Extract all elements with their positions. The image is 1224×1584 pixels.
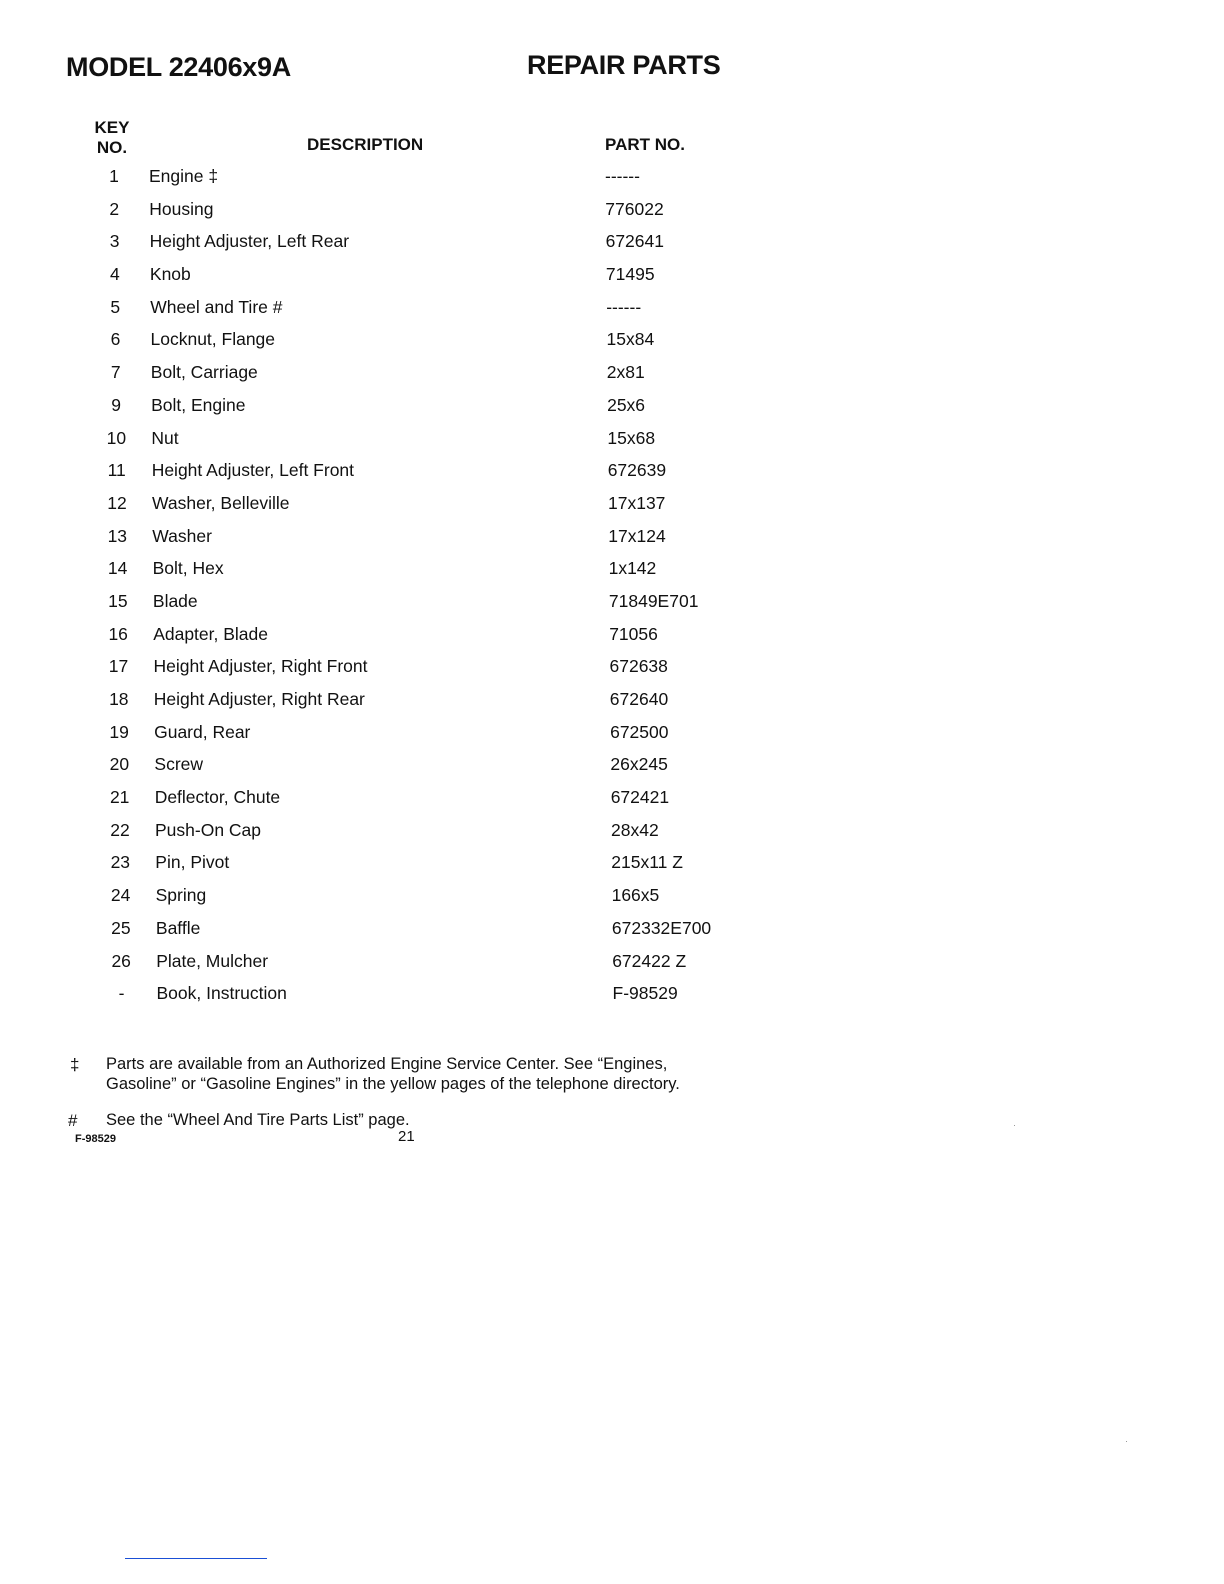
part-key-number: 15 xyxy=(108,590,128,611)
footnote-engine-line1: Parts are available from an Authorized Engine Service Center. See “Engines, xyxy=(106,1055,668,1073)
part-number: 26x245 xyxy=(610,754,668,775)
scan-speck xyxy=(1014,1125,1015,1126)
document-code: F-98529 xyxy=(75,1133,116,1145)
part-number: 166x5 xyxy=(611,885,660,906)
part-number: 71849E701 xyxy=(608,590,699,611)
part-row xyxy=(0,814,1224,847)
description-header: DESCRIPTION xyxy=(307,135,424,154)
part-row xyxy=(0,846,1224,879)
part-row xyxy=(0,585,1224,618)
footnote-wheel-text: See the “Wheel And Tire Parts List” page. xyxy=(106,1111,410,1129)
part-row xyxy=(0,748,1224,781)
part-number: 2x81 xyxy=(606,362,645,383)
hash-symbol: # xyxy=(68,1111,78,1130)
part-row xyxy=(0,193,1224,226)
part-number: 15x68 xyxy=(607,427,656,448)
footnote-engine-line2: Gasoline” or “Gasoline Engines” in the yellow pages of the telephone directory. xyxy=(106,1075,680,1093)
part-description: Wheel and Tire # xyxy=(150,296,283,317)
part-number: 15x84 xyxy=(606,329,655,350)
part-description: Blade xyxy=(152,590,198,611)
part-key-number: 7 xyxy=(110,362,121,383)
part-number: 28x42 xyxy=(611,819,659,840)
part-key-number: 17 xyxy=(108,656,129,677)
part-number: 25x6 xyxy=(607,394,646,415)
part-description: Baffle xyxy=(155,917,201,938)
part-description: Screw xyxy=(154,754,204,775)
part-key-number: 21 xyxy=(109,787,130,808)
part-key-number: 18 xyxy=(109,689,129,709)
part-number: F-98529 xyxy=(612,983,678,1004)
part-row xyxy=(0,487,1224,520)
part-row xyxy=(0,912,1224,945)
part-description: Plate, Mulcher xyxy=(156,950,269,971)
part-number: 672641 xyxy=(605,231,664,252)
part-key-number: - xyxy=(118,983,125,1004)
part-description: Nut xyxy=(151,427,179,448)
part-key-number: 20 xyxy=(109,754,130,775)
part-description: Spring xyxy=(155,885,207,906)
part-row xyxy=(0,781,1224,814)
parts-list xyxy=(0,160,1224,1010)
part-key-number: 11 xyxy=(107,460,126,481)
part-description: Adapter, Blade xyxy=(153,623,268,644)
part-description: Washer, Belleville xyxy=(152,492,290,513)
part-description: Push-On Cap xyxy=(155,819,262,840)
part-key-number: 22 xyxy=(110,819,130,840)
part-number: 71495 xyxy=(605,264,655,285)
part-description: Bolt, Carriage xyxy=(150,362,258,383)
part-description: Locknut, Flange xyxy=(150,329,276,350)
part-row xyxy=(0,945,1224,978)
part-row xyxy=(0,291,1224,324)
part-number: 71056 xyxy=(609,623,658,644)
part-row xyxy=(0,422,1224,455)
key-no-header xyxy=(92,118,132,158)
part-number: ------ xyxy=(606,296,642,317)
part-key-number: 4 xyxy=(110,264,120,285)
part-description: Deflector, Chute xyxy=(154,787,281,808)
part-description: Height Adjuster, Left Rear xyxy=(149,231,350,252)
part-row xyxy=(0,258,1224,291)
part-key-number: 9 xyxy=(111,394,121,415)
part-description: Washer xyxy=(152,525,212,546)
part-number: 672500 xyxy=(610,721,669,742)
part-key-number: 12 xyxy=(107,492,127,513)
part-number: 1x142 xyxy=(608,558,657,579)
part-description: Bolt, Hex xyxy=(152,558,224,579)
part-row xyxy=(0,356,1224,389)
part-row xyxy=(0,977,1224,1010)
part-key-number: 5 xyxy=(110,296,121,317)
part-row xyxy=(0,520,1224,553)
part-description: Engine ‡ xyxy=(149,166,219,186)
part-number: 17x124 xyxy=(608,525,666,546)
part-number: 776022 xyxy=(605,198,664,219)
double-dagger-symbol: ‡ xyxy=(70,1055,80,1074)
part-key-number: 1 xyxy=(109,166,119,186)
part-row xyxy=(0,879,1224,912)
part-description: Height Adjuster, Left Front xyxy=(151,460,355,481)
scan-speck xyxy=(1126,1441,1127,1442)
part-key-number: 13 xyxy=(107,525,128,546)
part-key-number: 24 xyxy=(110,885,131,906)
key-header-line2: NO. xyxy=(96,138,128,157)
part-description: Book, Instruction xyxy=(156,983,287,1004)
part-number: 215x11 Z xyxy=(611,852,683,873)
part-key-number: 23 xyxy=(110,852,131,873)
part-row xyxy=(0,552,1224,585)
bottom-rule xyxy=(125,1558,267,1559)
part-number: 672332E700 xyxy=(611,917,712,938)
part-row xyxy=(0,683,1224,716)
part-key-number: 16 xyxy=(108,623,128,644)
part-key-number: 14 xyxy=(107,558,128,579)
part-row xyxy=(0,618,1224,651)
section-title: REPAIR PARTS xyxy=(527,50,721,80)
part-key-number: 10 xyxy=(106,427,127,448)
part-key-number: 19 xyxy=(109,721,129,742)
part-key-number: 25 xyxy=(111,917,131,938)
page-number: 21 xyxy=(398,1128,415,1145)
part-row xyxy=(0,160,1224,193)
part-row xyxy=(0,716,1224,749)
part-description: Pin, Pivot xyxy=(155,852,230,873)
part-row xyxy=(0,650,1224,683)
part-key-number: 2 xyxy=(109,198,120,219)
part-row xyxy=(0,454,1224,487)
part-key-number: 6 xyxy=(110,329,121,350)
part-row xyxy=(0,225,1224,258)
model-title: MODEL 22406x9A xyxy=(66,52,291,82)
part-description: Bolt, Engine xyxy=(151,394,246,415)
part-number: ------ xyxy=(605,166,640,186)
part-number: 17x137 xyxy=(608,492,666,513)
part-description: Knob xyxy=(149,264,191,285)
part-number: 672638 xyxy=(609,656,668,677)
part-description: Housing xyxy=(149,198,214,219)
part-number: 672640 xyxy=(609,689,669,709)
part-row xyxy=(0,389,1224,422)
part-number: 672639 xyxy=(607,460,667,481)
part-number: 672421 xyxy=(610,787,670,808)
part-key-number: 3 xyxy=(109,231,120,252)
part-key-number: 26 xyxy=(111,950,131,971)
part-description: Height Adjuster, Right Rear xyxy=(153,689,365,709)
part-number: 672422 Z xyxy=(612,950,687,971)
part-no-header: PART NO. xyxy=(605,135,685,154)
part-description: Height Adjuster, Right Front xyxy=(153,656,368,677)
part-description: Guard, Rear xyxy=(154,721,251,742)
key-header-line1: KEY xyxy=(94,118,130,137)
part-row xyxy=(0,323,1224,356)
